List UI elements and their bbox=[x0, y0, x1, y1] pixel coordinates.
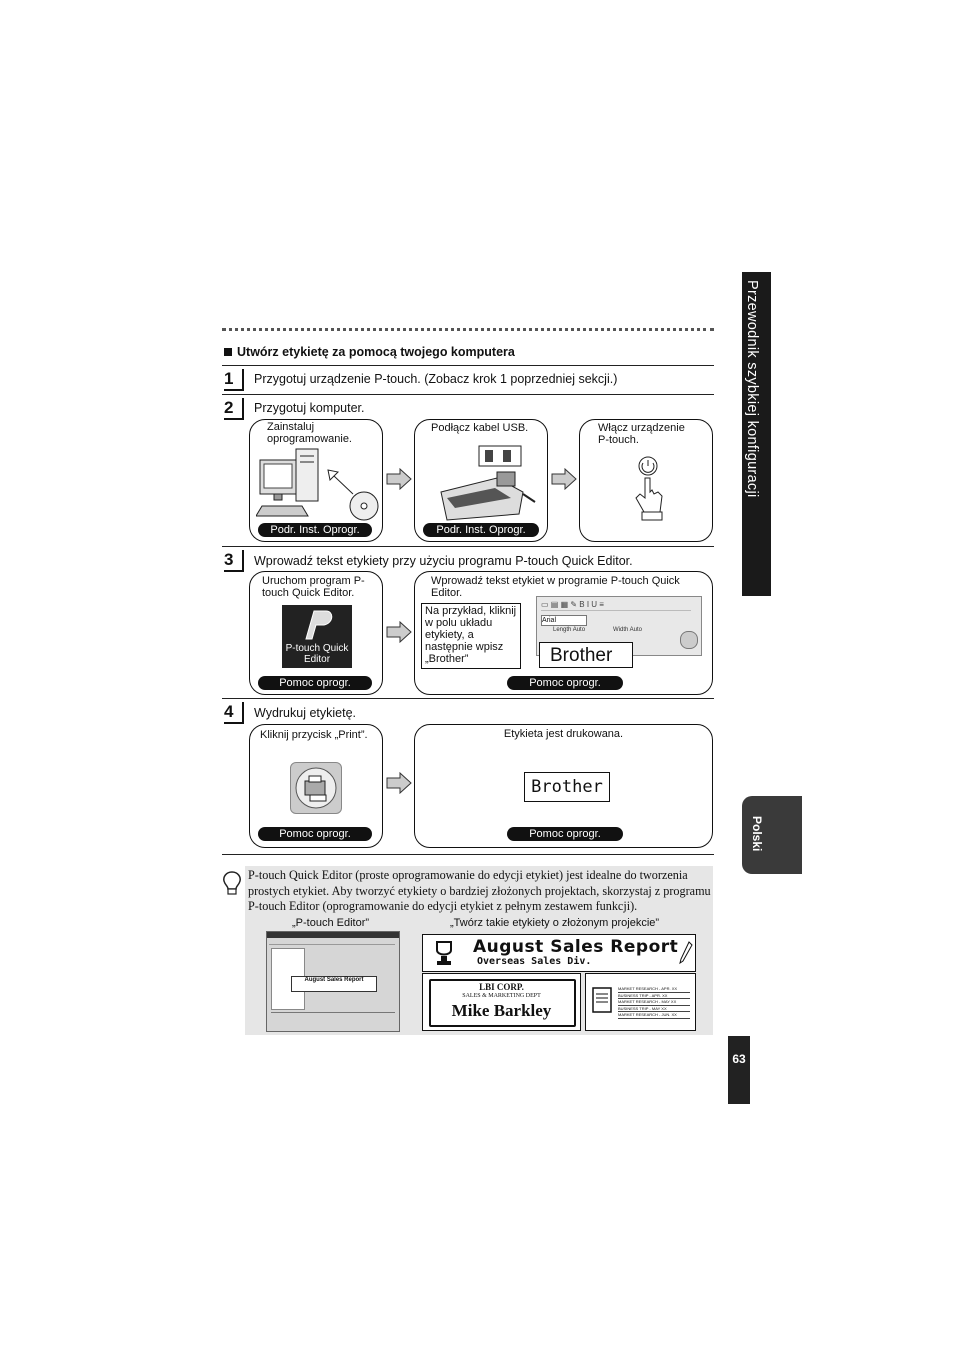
step-number: 1 bbox=[224, 369, 244, 391]
print-mini-icon[interactable] bbox=[680, 631, 698, 649]
step-number: 4 bbox=[224, 702, 244, 724]
sales-report-title: August Sales Report bbox=[473, 937, 679, 957]
rule bbox=[222, 365, 714, 366]
p-logo-icon bbox=[300, 609, 334, 641]
document-icon bbox=[592, 987, 612, 1013]
ref-badge: Pomoc oprogr. bbox=[507, 676, 623, 690]
box-text: Wprowadź tekst etykiet w programie P-touch Quick Editor. bbox=[431, 575, 680, 599]
rule bbox=[222, 698, 714, 699]
section-title: Utwórz etykietę za pomocą twojego komputera bbox=[224, 345, 515, 359]
chapter-tab bbox=[742, 272, 771, 596]
editor-label-title: August Sales Report bbox=[304, 977, 364, 983]
ref-badge: Podr. Inst. Oprogr. bbox=[258, 523, 372, 537]
step-number: 2 bbox=[224, 398, 244, 420]
box-text: Etykieta jest drukowana. bbox=[503, 728, 624, 740]
step-box-enter-text bbox=[414, 571, 713, 695]
rule bbox=[222, 394, 714, 395]
step-box-print bbox=[249, 724, 383, 848]
schedule-row: MARKET RESEARCH - JUN. XX bbox=[618, 1012, 690, 1019]
caption-editor: „P-touch Editor” bbox=[292, 917, 370, 929]
caption-complex: „Twórz takie etykiety o złożonym projekcie” bbox=[450, 917, 660, 929]
step-text: Przygotuj urządzenie P-touch. (Zobacz krok 1 poprzedniej sekcji.) bbox=[254, 372, 618, 386]
step-text: Wydrukuj etykietę. bbox=[254, 706, 357, 720]
label-layout-field[interactable]: Brother bbox=[539, 642, 633, 668]
ref-badge: Pomoc oprogr. bbox=[507, 827, 623, 841]
page-number: 63 bbox=[732, 1052, 746, 1066]
icon-label: P-touch Quick Editor bbox=[285, 643, 349, 665]
company-name: LBI CORP. bbox=[479, 982, 524, 992]
step-text: Przygotuj komputer. bbox=[254, 401, 365, 415]
sales-report-sub: Overseas Sales Div. bbox=[477, 956, 592, 967]
step-number: 3 bbox=[224, 550, 244, 572]
trophy-icon bbox=[429, 938, 459, 968]
schedule-row: MARKET RESEARCH - APR. XX bbox=[618, 986, 690, 993]
square-bullet-icon bbox=[224, 348, 232, 356]
department: SALES & MARKETING DEPT bbox=[462, 993, 541, 999]
editor-screenshot bbox=[266, 931, 400, 1032]
step-box-power bbox=[579, 419, 713, 542]
sample-label-sales bbox=[422, 934, 696, 972]
callout-text: Na przykład, kliknij w polu układu etykiety, a następnie wpisz „Brother” bbox=[421, 603, 521, 669]
language-label: Polski bbox=[750, 816, 764, 852]
person-name: Mike Barkley bbox=[451, 1001, 552, 1020]
font-field[interactable]: Arial bbox=[541, 615, 587, 626]
rule bbox=[222, 854, 714, 855]
box-text: Zainstaluj oprogramowanie. bbox=[267, 421, 352, 445]
ref-badge: Pomoc oprogr. bbox=[258, 676, 372, 690]
schedule-row: BUSINESS TRIP - APR. XX bbox=[618, 993, 690, 1000]
quick-editor-icon[interactable] bbox=[282, 605, 352, 668]
box-text: Kliknij przycisk „Print”. bbox=[260, 729, 368, 741]
box-text: Uruchom program P-touch Quick Editor. bbox=[262, 575, 365, 599]
print-button[interactable] bbox=[290, 762, 342, 814]
dotted-divider bbox=[222, 328, 714, 331]
arrow-right-icon bbox=[551, 468, 577, 490]
note-text: P-touch Quick Editor (proste oprogramowanie do edycji etykiet) jest idealne do tworzenia prostych etykiet. Aby tworzyć etykiety o bardziej złożonych projektach, skorzystaj z programu P-touch Editor (oprogramowanie do edycji etykiet z pełnym zestawem funkcji). bbox=[248, 868, 711, 913]
printer-usb-icon bbox=[427, 442, 537, 524]
step-box-launch bbox=[249, 571, 383, 695]
computer-install-icon bbox=[256, 444, 380, 526]
arrow-right-icon bbox=[386, 772, 412, 794]
box-text: Włącz urządzenie P-touch. bbox=[598, 422, 685, 446]
toolbar-icons: ▭ ▤ ▦ ✎ B I U ≡ bbox=[541, 600, 691, 611]
lightbulb-icon bbox=[222, 870, 242, 896]
schedule-row: BUSINESS TRIP - MAY XX bbox=[618, 1006, 690, 1013]
box-text: Podłącz kabel USB. bbox=[431, 422, 529, 434]
arrow-right-icon bbox=[386, 468, 412, 490]
printer-icon bbox=[292, 764, 340, 812]
step-box-install bbox=[249, 419, 383, 542]
editor-menu bbox=[269, 940, 395, 945]
rule bbox=[222, 546, 714, 547]
language-tab bbox=[742, 796, 802, 874]
length-label: Length Auto bbox=[553, 627, 586, 633]
sample-label-schedule bbox=[585, 973, 696, 1031]
printed-label: Brother bbox=[524, 772, 610, 802]
ref-badge: Podr. Inst. Oprogr. bbox=[423, 523, 539, 537]
schedule-list bbox=[618, 986, 690, 1019]
arrow-right-icon bbox=[386, 621, 412, 643]
editor-label-preview bbox=[291, 976, 377, 992]
step-text: Wprowadź tekst etykiety przy użyciu programu P-touch Quick Editor. bbox=[254, 554, 633, 568]
width-label: Width Auto bbox=[613, 627, 643, 633]
chapter-title: Przewodnik szybkiej konfiguracji bbox=[744, 280, 760, 498]
pen-icon bbox=[679, 941, 693, 965]
page-number-tab bbox=[728, 1036, 750, 1104]
sample-label-name bbox=[422, 973, 581, 1031]
schedule-row: MARKET RESEARCH - MAY XX bbox=[618, 999, 690, 1006]
step-box-usb bbox=[414, 419, 548, 542]
step-box-printed bbox=[414, 724, 713, 848]
editor-titlebar bbox=[267, 932, 399, 938]
editor-bottom-toolbar bbox=[271, 1012, 395, 1027]
ref-badge: Pomoc oprogr. bbox=[258, 827, 372, 841]
power-button-icon bbox=[628, 456, 668, 522]
